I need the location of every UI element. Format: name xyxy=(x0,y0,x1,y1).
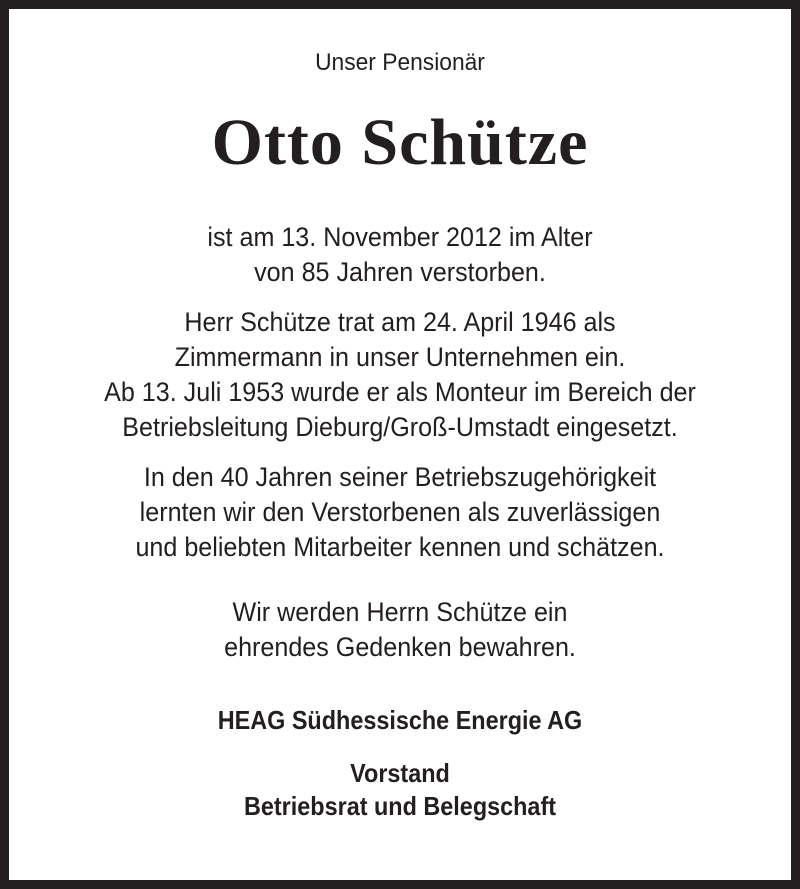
tribute-line: lernten wir den Verstorbenen als zuverlässigen xyxy=(139,497,661,527)
obituary-notice xyxy=(9,9,791,880)
career-line: Betriebsleitung Dieburg/Groß-Umstadt eingesetzt. xyxy=(122,412,678,442)
death-notice-line: ist am 13. November 2012 im Alter xyxy=(207,222,593,252)
signatory: Betriebsrat und Belegschaft xyxy=(243,791,557,821)
death-notice-line: von 85 Jahren verstorben. xyxy=(254,257,546,287)
intro-text: Unser Pensionär xyxy=(315,49,485,76)
career-line: Herr Schütze trat am 24. April 1946 als xyxy=(184,307,616,337)
career-line: Zimmermann in unser Unternehmen ein. xyxy=(174,342,626,372)
tribute-line: und beliebten Mitarbeiter kennen und schätzen. xyxy=(135,532,665,562)
career-line: Ab 13. Juli 1953 wurde er als Monteur im Bereich der xyxy=(104,377,696,407)
deceased-name: Otto Schütze xyxy=(211,106,589,179)
tribute-line: In den 40 Jahren seiner Betriebszugehörigkeit xyxy=(143,462,657,492)
company-name: HEAG Südhessische Energie AG xyxy=(217,705,583,735)
remembrance-line: ehrendes Gedenken bewahren. xyxy=(224,632,576,662)
signatory: Vorstand xyxy=(350,758,450,788)
remembrance-line: Wir werden Herrn Schütze ein xyxy=(232,597,568,627)
